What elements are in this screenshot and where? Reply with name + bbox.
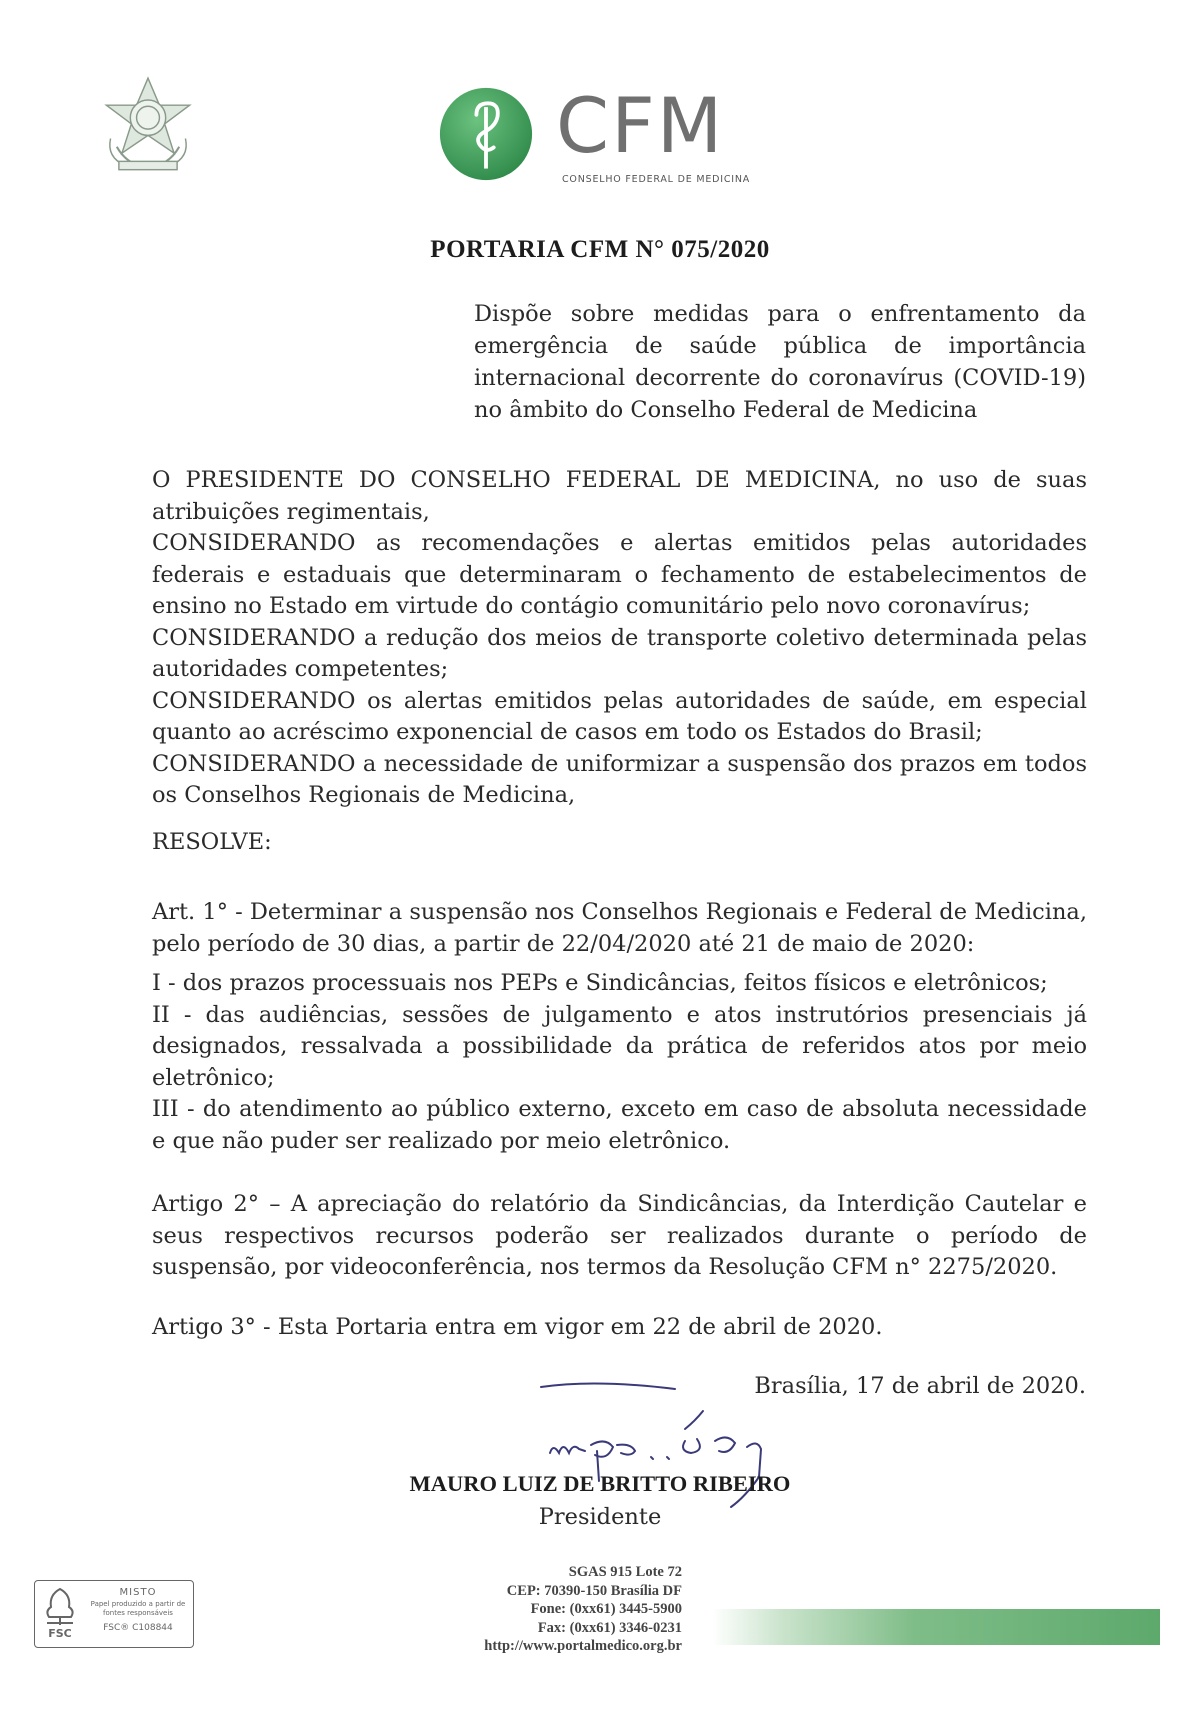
address-block	[448, 1563, 682, 1656]
handwritten-signature	[535, 1381, 825, 1521]
article-1-item: II - das audiências, sessões de julgamento e atos instrutórios presenciais já designados, ressalvada a possibilidade da prática de referidos atos por meio eletrônico;	[152, 1001, 1087, 1091]
address-line: Fone: (0xx61) 3445-5900	[530, 1601, 682, 1617]
preamble-paragraph: CONSIDERANDO os alertas emitidos pelas autoridades de saúde, em especial quanto ao acréscimo exponencial de casos em todo os Estados do Brasil;	[152, 687, 1087, 745]
fsc-code: FSC® C108844	[103, 1623, 173, 1633]
logo-text: CFM	[556, 81, 725, 170]
logo-subtitle: CONSELHO FEDERAL DE MEDICINA	[562, 174, 751, 185]
fsc-tree-logo-icon	[39, 1585, 81, 1641]
preamble-paragraph: CONSIDERANDO a necessidade de uniformizar a suspensão dos prazos em todos os Conselhos Regionais de Medicina,	[152, 750, 1087, 808]
signer-name: MAURO LUIZ DE BRITTO RIBEIRO	[409, 1471, 791, 1496]
preamble-paragraph: O PRESIDENTE DO CONSELHO FEDERAL DE MEDICINA, no uso de suas atribuições regimentais,	[152, 467, 1087, 525]
cfm-logo	[438, 81, 768, 196]
svg-text:FSC: FSC	[48, 1627, 72, 1640]
article-2: Artigo 2° – A apreciação do relatório da Sindicâncias, da Interdição Cautelar e seus respectivos recursos poderão ser realizados durante o período de suspensão, por videoconferência, nos termos da Resolução CFM n° 2275/2020.	[152, 1191, 1087, 1280]
date-place: Brasília, 17 de abril de 2020.	[754, 1373, 1086, 1399]
brazil-seal-icon	[96, 74, 200, 178]
footer-green-bar	[712, 1609, 1160, 1645]
document-title: PORTARIA CFM N° 075/2020	[430, 236, 770, 263]
resolve-heading: RESOLVE:	[152, 829, 272, 855]
article-1-item: I - dos prazos processuais nos PEPs e Sindicâncias, feitos físicos e eletrônicos;	[152, 970, 1048, 996]
address-line: Fax: (0xx61) 3346-0231	[537, 1619, 682, 1636]
article-1-item: III - do atendimento ao público externo, exceto em caso de absoluta necessidade e que não puder ser realizado por meio eletrônico.	[152, 1096, 1087, 1154]
preamble	[152, 465, 1087, 812]
caduceus-logo-icon	[438, 86, 534, 182]
fsc-description: Papel produzido a partir de fontes responsáveis	[90, 1600, 186, 1617]
preamble-paragraph: CONSIDERANDO as recomendações e alertas emitidos pelas autoridades federais e estaduais que determinaram o fechamento de estabelecimentos de ensino no Estado em virtude do contágio comunitário pelo novo coronavírus;	[152, 530, 1087, 619]
article-1	[152, 897, 1087, 1157]
fsc-badge	[34, 1580, 194, 1648]
website-link[interactable]: http://www.portalmedico.org.br	[484, 1638, 682, 1654]
article-3: Artigo 3° - Esta Portaria entra em vigor em 22 de abril de 2020.	[152, 1314, 883, 1340]
preamble-paragraph: CONSIDERANDO a redução dos meios de transporte coletivo determinada pelas autoridades competentes;	[152, 624, 1087, 682]
address-line: CEP: 70390-150 Brasília DF	[506, 1582, 682, 1599]
fsc-label: MISTO	[119, 1587, 157, 1598]
signer-role: Presidente	[538, 1504, 662, 1530]
article-1-head: Art. 1° - Determinar a suspensão nos Conselhos Regionais e Federal de Medicina, pelo período de 30 dias, a partir de 22/04/2020 até 21 de maio de 2020:	[152, 899, 1087, 957]
address-line: SGAS 915 Lote 72	[568, 1564, 682, 1580]
ementa: Dispõe sobre medidas para o enfrentamento da emergência de saúde pública de importância internacional decorrente do coronavírus (COVID-19) no âmbito do Conselho Federal de Medicina	[474, 301, 1086, 423]
